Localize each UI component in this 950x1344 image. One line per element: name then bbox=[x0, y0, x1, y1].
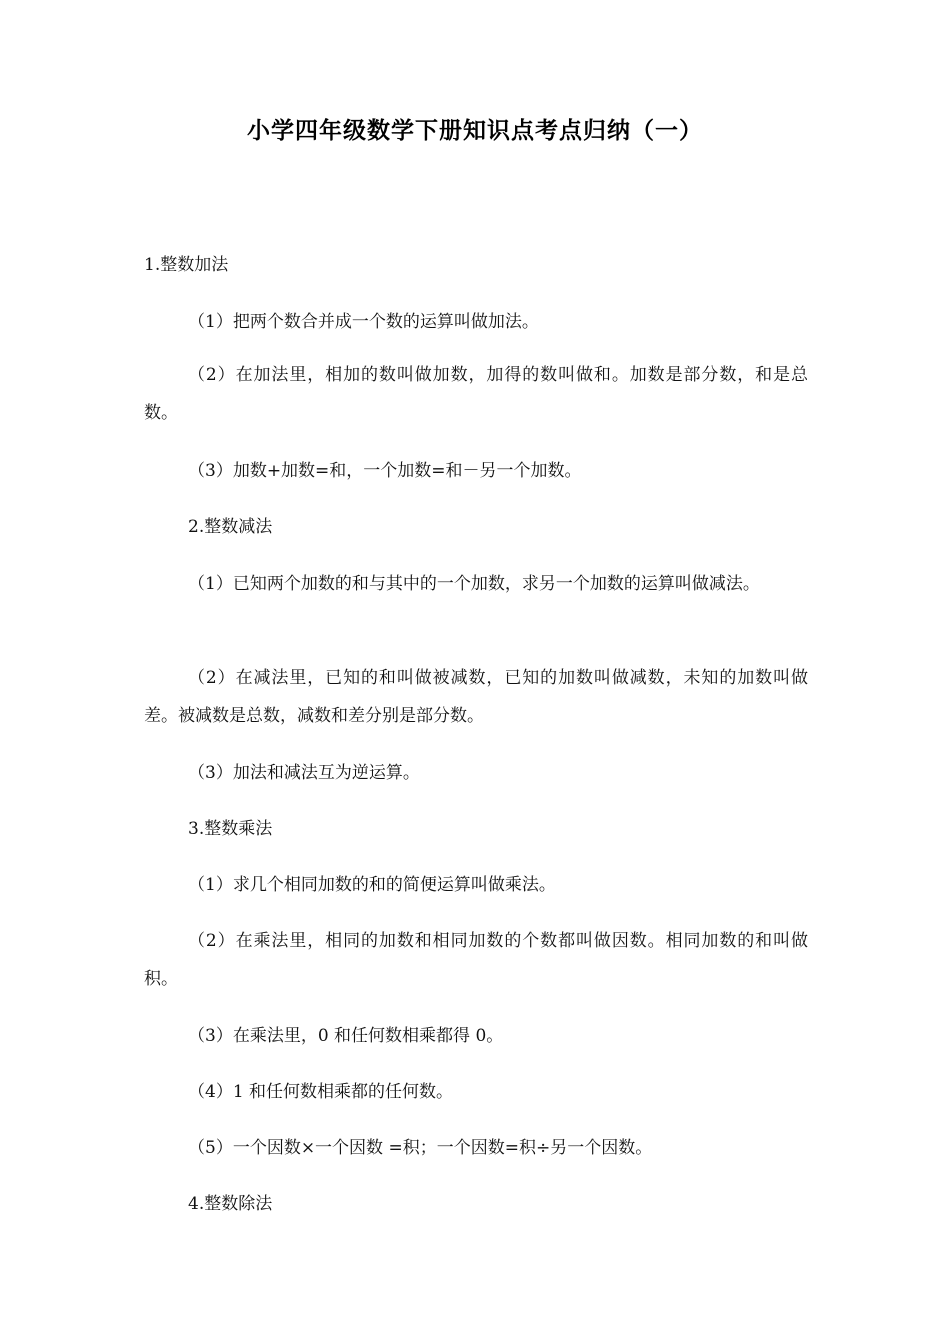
section-heading-multiplication: 3.整数乘法 bbox=[188, 819, 273, 839]
section-heading-division: 4.整数除法 bbox=[188, 1194, 273, 1214]
multiplication-item-4: （4）1 和任何数相乘都的任何数。 bbox=[188, 1082, 454, 1102]
section-heading-subtraction: 2.整数减法 bbox=[188, 517, 273, 537]
multiplication-item-3: （3）在乘法里，0 和任何数相乘都得 0。 bbox=[188, 1026, 504, 1046]
addition-item-3: （3）加数+加数=和，一个加数=和－另一个加数。 bbox=[188, 461, 582, 481]
document-title: 小学四年级数学下册知识点考点归纳（一） bbox=[247, 118, 703, 144]
addition-item-1: （1）把两个数合并成一个数的运算叫做加法。 bbox=[188, 312, 539, 332]
subtraction-item-3: （3）加法和减法互为逆运算。 bbox=[188, 763, 420, 783]
subtraction-item-1: （1）已知两个加数的和与其中的一个加数，求另一个加数的运算叫做减法。 bbox=[188, 574, 760, 594]
multiplication-item-1: （1）求几个相同加数的和的简便运算叫做乘法。 bbox=[188, 875, 556, 895]
subtraction-item-2: （2）在减法里，已知的和叫做被减数，已知的加数叫做减数，未知的加数叫做差。被减数是总数，减数和差分别是部分数。 bbox=[144, 668, 808, 726]
addition-item-2: （2）在加法里，相加的数叫做加数，加得的数叫做和。加数是部分数，和是总数。 bbox=[144, 365, 808, 423]
section-heading-addition: 1.整数加法 bbox=[144, 255, 229, 275]
multiplication-item-5: （5）一个因数×一个因数 =积；一个因数=积÷另一个因数。 bbox=[188, 1138, 653, 1158]
multiplication-item-2: （2）在乘法里，相同的加数和相同加数的个数都叫做因数。相同加数的和叫做积。 bbox=[144, 931, 808, 989]
